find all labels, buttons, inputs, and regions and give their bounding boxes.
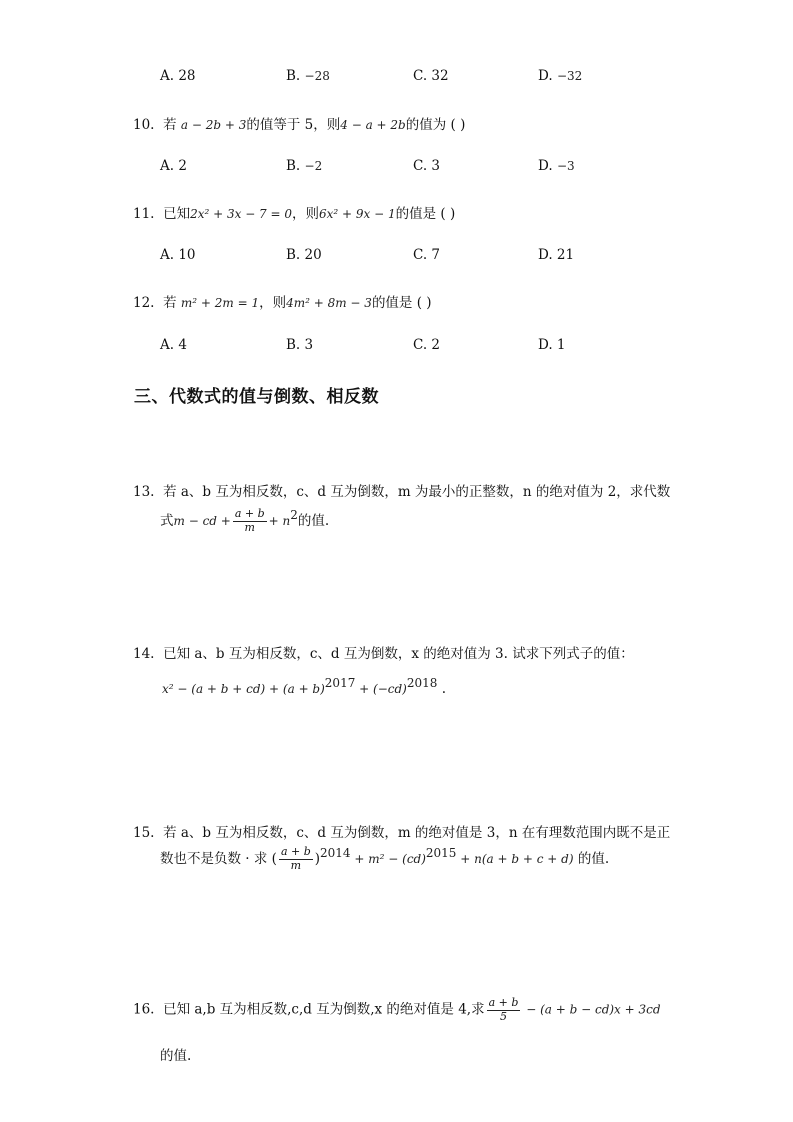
question-15: 15. 若 a、b 互为相反数，c、d 互为倒数，m 的绝对值是 3，n 在有理数范围内既不是正 <box>133 825 671 841</box>
question-16-suffix: 的值. <box>160 1048 192 1064</box>
q11-option-a: A. 10 <box>160 247 196 263</box>
q12-option-d: D. 1 <box>538 337 566 353</box>
fraction: $\frac{a + b}{m}$ <box>234 507 265 534</box>
q10-option-c: C. 3 <box>413 158 441 174</box>
q12-option-b: B. 3 <box>286 337 314 353</box>
q11-option-b: B. 20 <box>286 247 322 263</box>
fraction: $\frac{a + b}{m}$ <box>280 845 311 872</box>
q11-option-c: C. 7 <box>413 247 441 263</box>
q9-option-a: A. 28 <box>160 68 196 84</box>
question-12: 12. 若 m² + 2m = 1，则4m² + 8m − 3的值是 ( ) <box>133 295 432 311</box>
q9-option-d: D. −32 <box>538 68 583 84</box>
q10-option-a: A. 2 <box>160 158 187 174</box>
section-heading: 三、代数式的值与倒数、相反数 <box>134 387 379 407</box>
q9-option-c: C. 32 <box>413 68 449 84</box>
question-10: 10. 若 a − 2b + 3的值等于 5，则4 − a + 2b的值为 ( ) <box>133 117 466 133</box>
question-16: 16. 已知 a,b 互为相反数,c,d 互为倒数,x 的绝对值是 4,求 $\frac{a + b}{5}$ − (a + b − cd)x + 3cd <box>133 996 661 1023</box>
question-15-expression: 数也不是负数 · 求 ( $\frac{a + b}{m}$ )$^{2014}$ + m² − (cd)$^{2015}$ + n(a + b + c + d) 的值. <box>160 845 610 872</box>
question-13-expression: 式m − cd + $\frac{a + b}{m}$ + $n^2$的值. <box>160 507 330 534</box>
fraction: $\frac{a + b}{5}$ <box>488 996 519 1023</box>
q11-option-d: D. 21 <box>538 247 575 263</box>
q12-option-c: C. 2 <box>413 337 441 353</box>
question-13: 13. 若 a、b 互为相反数，c、d 互为倒数，m 为最小的正整数，n 的绝对值为 2，求代数 <box>133 484 671 500</box>
question-14: 14. 已知 a、b 互为相反数，c、d 互为倒数，x 的绝对值为 3. 试求下列式子的值： <box>133 646 634 662</box>
q9-option-b: B. −28 <box>286 68 330 84</box>
q12-option-a: A. 4 <box>160 337 187 353</box>
q10-option-d: D. −3 <box>538 158 575 174</box>
q10-option-b: B. −2 <box>286 158 323 174</box>
question-11: 11. 已知2x² + 3x − 7 = 0，则6x² + 9x − 1的值是 ( ) <box>133 206 456 222</box>
question-14-expression: $x^2 - (a + b + cd) + (a + b)^{2017} + (-cd)^{2018}$ . <box>162 676 446 697</box>
